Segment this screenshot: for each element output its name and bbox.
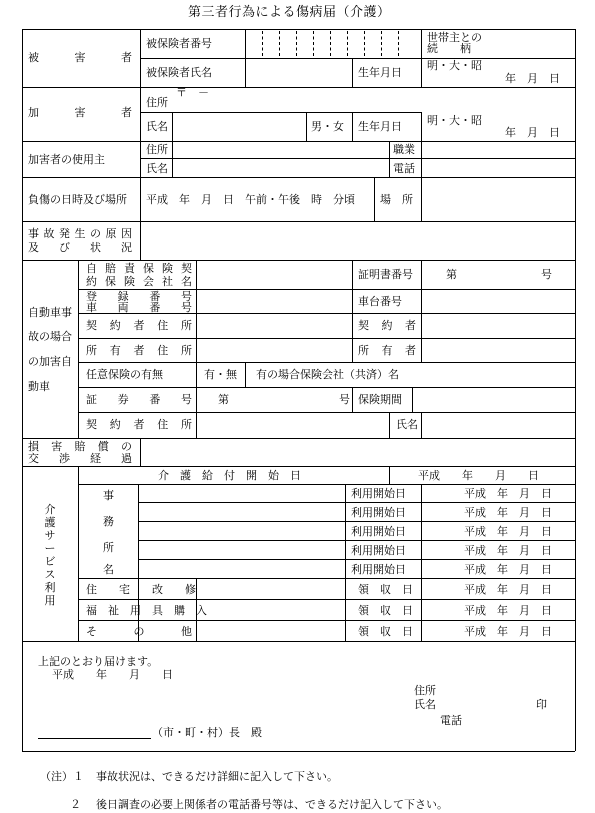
grid-line xyxy=(352,112,353,141)
footer-right xyxy=(575,641,576,751)
certificate-dai: 第 xyxy=(446,268,457,281)
grid-line xyxy=(78,412,575,413)
grid-line xyxy=(22,438,575,439)
grid-line xyxy=(78,466,79,641)
grid-line xyxy=(78,599,575,600)
policy-label: 証 券 番 号 xyxy=(86,393,192,406)
liability-label-2: 約保険会社名 xyxy=(86,275,192,288)
border-left xyxy=(22,29,23,641)
grid-line xyxy=(140,141,141,177)
auto-label-4: 動車 xyxy=(28,380,50,393)
office-char-1: 事 xyxy=(103,489,114,502)
usage-start-date: 平成 年 月 日 xyxy=(464,544,552,557)
optional-company-label: 有の場合保険会社（共済）名 xyxy=(256,368,399,381)
injury-place-label: 場 所 xyxy=(380,193,413,206)
applicant-phone-label: 電話 xyxy=(440,714,462,727)
injury-datetime: 平成 年 月 日 午前・午後 時 分頃 xyxy=(146,193,355,206)
page-title: 第三者行為による傷病届（介護） xyxy=(188,5,391,20)
auto-label-3: の加害自 xyxy=(28,355,72,368)
perp-address-label: 住所 xyxy=(146,96,168,109)
grid-line xyxy=(172,141,173,177)
perp-ymd: 年 月 日 xyxy=(505,126,560,139)
grid-line xyxy=(78,338,575,339)
employer-address-label: 住所 xyxy=(146,143,168,156)
usage-start-label: 利用開始日 xyxy=(351,544,406,557)
cause-label-1: 事故発生の原因 xyxy=(28,227,132,240)
grid-line xyxy=(352,58,353,87)
insured-number-label: 被保険者番号 xyxy=(146,37,212,50)
optional-insurance-label: 任意保険の有無 xyxy=(86,368,163,381)
grid-line xyxy=(78,362,575,363)
border-right xyxy=(575,29,576,641)
note-1: 事故状況は、できるだけ詳細に記入して下さい。 xyxy=(96,770,338,783)
grid-line xyxy=(78,484,575,485)
office-char-4: 名 xyxy=(103,563,114,576)
border-top xyxy=(22,29,575,30)
grid-line xyxy=(347,31,348,56)
grid-line xyxy=(352,387,353,412)
seal-mark: 印 xyxy=(536,698,547,711)
insured-name-label: 被保険者氏名 xyxy=(146,66,212,79)
grid-line xyxy=(421,29,422,87)
grid-line xyxy=(279,31,280,56)
compensation-label-1: 損 害 賠 償 の xyxy=(28,440,132,453)
receipt-date: 平成 年 月 日 xyxy=(464,604,552,617)
receipt-label: 領 収 日 xyxy=(358,625,413,638)
victim-ymd: 年 月 日 xyxy=(505,72,560,85)
optional-yesno: 有・無 xyxy=(204,368,237,381)
grid-line xyxy=(140,221,141,260)
note-2: 後日調査の必要上関係者の電話番号等は、できるだけ記入して下さい。 xyxy=(96,798,448,811)
cause-label-2: 及 び 状 況 xyxy=(28,241,132,254)
employer-label: 加害者の使用主 xyxy=(28,153,105,166)
grid-line xyxy=(389,466,390,484)
grid-line xyxy=(345,484,346,641)
grid-line xyxy=(421,112,422,141)
contractor-address-label: 契約者住所 xyxy=(86,319,192,332)
usage-start-date: 平成 年 月 日 xyxy=(464,487,552,500)
grid-line xyxy=(389,412,390,438)
grid-line xyxy=(364,31,365,56)
grid-line xyxy=(421,412,422,438)
mayor-label: （市・町・村）長 殿 xyxy=(152,726,262,739)
usage-start-label: 利用開始日 xyxy=(351,487,406,500)
grid-line xyxy=(374,177,375,221)
care-start-label: 介 護 給 付 開 始 日 xyxy=(158,469,301,482)
grid-line xyxy=(78,387,575,388)
policy-dai: 第 xyxy=(218,393,229,406)
grid-line xyxy=(172,112,173,141)
applicant-address-label: 住所 xyxy=(414,684,436,697)
receipt-date: 平成 年 月 日 xyxy=(464,583,552,596)
usage-start-date: 平成 年 月 日 xyxy=(464,563,552,576)
receipt-date: 平成 年 月 日 xyxy=(464,625,552,638)
grid-line xyxy=(313,31,314,56)
grid-line xyxy=(22,466,575,467)
employer-phone-label: 電話 xyxy=(393,162,415,175)
grid-line xyxy=(140,177,141,221)
usage-start-label: 利用開始日 xyxy=(351,563,406,576)
table-bottom xyxy=(22,641,575,642)
grid-line xyxy=(389,141,390,177)
applicant-name-label: 氏名 xyxy=(414,698,436,711)
care-start-date: 平成 年 月 日 xyxy=(418,469,539,482)
grid-line xyxy=(22,177,575,178)
chassis-label: 車台番号 xyxy=(358,295,402,308)
office-char-2: 務 xyxy=(103,515,114,528)
other-label: そ の 他 xyxy=(86,625,192,638)
grid-line xyxy=(262,31,263,56)
perpetrator-label: 加 害 者 xyxy=(28,106,132,119)
grid-line xyxy=(22,260,575,261)
footer-bottom xyxy=(22,751,575,752)
care-service-label: 介護サービス利用 xyxy=(44,503,56,607)
postal-mark: 〒 － xyxy=(176,86,209,99)
period-label: 保険期間 xyxy=(358,393,402,406)
perp-birth-label: 生年月日 xyxy=(358,120,402,133)
grid-line xyxy=(381,31,382,56)
relation-label-1: 世帯主との xyxy=(427,31,482,44)
grid-line xyxy=(140,438,141,466)
mayor-underline xyxy=(38,738,151,739)
employer-name-label: 氏名 xyxy=(146,162,168,175)
certificate-label: 証明書番号 xyxy=(358,268,413,281)
owner-label: 所有者 xyxy=(358,344,416,357)
grid-line xyxy=(245,362,246,387)
auto-label-1: 自動車事 xyxy=(28,306,72,319)
note-2-prefix: ２ xyxy=(70,798,81,811)
footer-left xyxy=(22,641,23,751)
employer-occupation-label: 職業 xyxy=(393,143,415,156)
auto-label-2: 故の場合 xyxy=(28,330,72,343)
perp-sex: 男・女 xyxy=(311,120,344,133)
usage-start-label: 利用開始日 xyxy=(351,525,406,538)
grid-line xyxy=(138,559,575,560)
injury-label: 負傷の日時及び場所 xyxy=(28,193,127,206)
grid-line xyxy=(398,31,399,56)
grid-line xyxy=(78,620,575,621)
perp-era: 明・大・昭 xyxy=(427,114,482,127)
contractor-address-label-2: 契約者住所 xyxy=(86,418,192,431)
grid-line xyxy=(306,112,307,141)
grid-line xyxy=(421,141,422,177)
grid-line xyxy=(138,502,575,503)
grid-line xyxy=(140,112,421,113)
relation-label-2: 続 柄 xyxy=(427,42,471,55)
receipt-label: 領 収 日 xyxy=(358,604,413,617)
welfare-label: 福 祉 用 具 購 入 xyxy=(86,604,207,617)
grid-line xyxy=(138,484,139,641)
victim-birth-label: 生年月日 xyxy=(358,66,402,79)
policy-go: 号 xyxy=(339,393,350,406)
grid-line xyxy=(140,158,575,159)
compensation-label-2: 交 渉 経 過 xyxy=(28,452,132,465)
grid-line xyxy=(22,221,575,222)
usage-start-date: 平成 年 月 日 xyxy=(464,525,552,538)
declaration-text: 上記のとおり届けます。 xyxy=(38,655,159,668)
note-1-prefix: （注）１ xyxy=(40,770,84,783)
declaration-date: 平成 年 月 日 xyxy=(52,668,173,681)
grid-line xyxy=(421,177,422,221)
reg-label-2: 車 両 番 号 xyxy=(86,301,192,314)
grid-line xyxy=(140,87,141,141)
victim-era: 明・大・昭 xyxy=(427,59,482,72)
grid-line xyxy=(22,141,575,142)
grid-line xyxy=(22,87,575,88)
usage-start-label: 利用開始日 xyxy=(351,506,406,519)
liability-label-1: 自賠責保険契 xyxy=(86,262,192,275)
perp-name-label: 氏名 xyxy=(146,120,168,133)
reg-label-1: 登 録 番 号 xyxy=(86,290,192,303)
grid-line xyxy=(138,540,575,541)
grid-line xyxy=(140,58,575,59)
grid-line xyxy=(78,578,575,579)
usage-start-date: 平成 年 月 日 xyxy=(464,506,552,519)
housing-label: 住 宅 改 修 xyxy=(86,583,196,596)
contractor-name-label: 氏名 xyxy=(396,418,418,431)
grid-line xyxy=(296,31,297,56)
owner-address-label: 所有者住所 xyxy=(86,344,192,357)
grid-line xyxy=(352,260,353,362)
grid-line xyxy=(421,260,422,362)
certificate-go: 号 xyxy=(541,268,552,281)
receipt-label: 領 収 日 xyxy=(358,583,413,596)
victim-label: 被 害 者 xyxy=(28,51,132,64)
grid-line xyxy=(138,521,575,522)
grid-line xyxy=(330,31,331,56)
grid-line xyxy=(421,484,422,641)
office-char-3: 所 xyxy=(103,541,114,554)
grid-line xyxy=(412,387,413,412)
contractor-label: 契約者 xyxy=(358,319,416,332)
